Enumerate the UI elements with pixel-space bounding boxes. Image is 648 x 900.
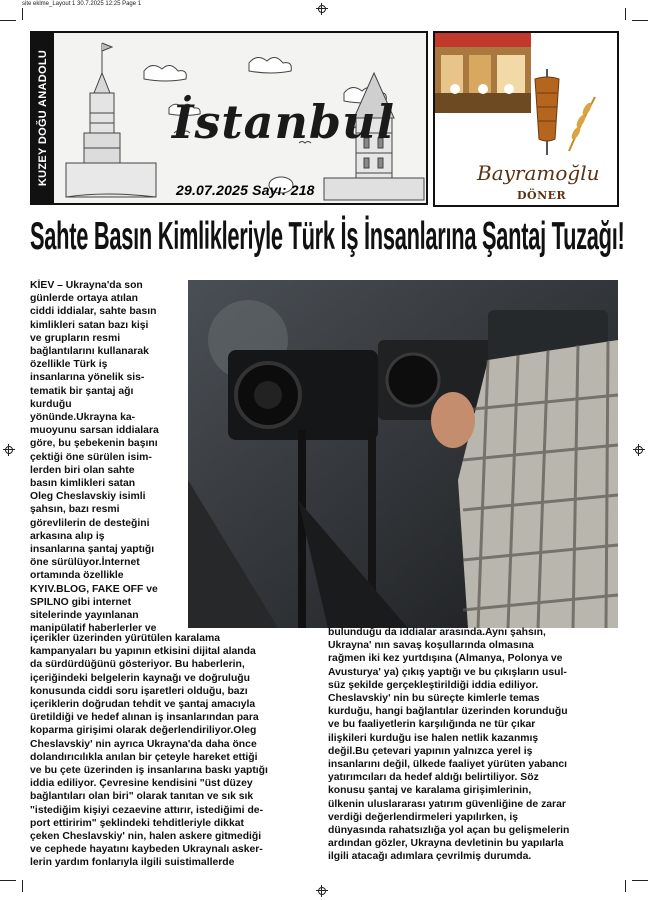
article-line: KİEV – Ukrayna'da son: [30, 280, 143, 291]
article-headline: Sahte Basın Kimlikleriyle Türk İş İnsanlarına Şantaj Tuzağı!: [30, 215, 625, 258]
article-line: ve bu çete üzerinden iş insanlarına baskı yaptığı: [30, 765, 268, 777]
article-line: verdiği değerlendirmeleri yapılırken, iş: [328, 811, 518, 823]
article-line: lerden biri olan sahte: [30, 464, 135, 476]
article-line: dünyasında rahatsızlığa yol açan bu gelişmelerin: [328, 825, 570, 837]
article-column-1: [30, 279, 188, 635]
registration-mark-bottom: [316, 885, 328, 897]
article-line: muoyunu sarsan iddialara: [30, 425, 159, 437]
article-line: öne sürülüyor.İnternet: [30, 557, 140, 569]
masthead-side-label: [32, 33, 54, 203]
article-line: ve bu faaliyetlerin karşılığında ne tür çıkar: [328, 719, 536, 731]
article-line: yatırımcıları da hedef aldığı belirtiliyor. Söz: [328, 772, 539, 784]
article-line: şahsın, bazı resmi: [30, 504, 120, 516]
article-line: özellikle Türk iş: [30, 359, 108, 371]
article-line: iddia ediliyor. Çevresine kendisini "üst düzey: [30, 778, 253, 790]
article-line: içerikler üzerinden yürütülen karalama: [30, 633, 220, 644]
article-line: port ettiririm" şeklindeki tehditleriyle dikkat: [30, 817, 244, 829]
article-line: Cheslavskiy' nin ayrıca Ukrayna'da daha önce: [30, 738, 257, 750]
doner-icon: [527, 69, 567, 155]
article-line: SPILNO gibi internet: [30, 596, 132, 608]
article-line: ortamında özellikle: [30, 570, 124, 582]
article-line: görevlilerin de desteğini: [30, 517, 150, 529]
article-line: koparma girişimi olarak değerlendiriliyor.Oleg: [30, 725, 257, 737]
crop-mark: [22, 8, 23, 20]
crop-mark: [625, 8, 626, 20]
article-line: insanlarına yönelik sis-: [30, 372, 145, 384]
article-line: ciddi iddialar, sahte basın: [30, 306, 157, 318]
article-line: Oleg Cheslavskiy isimli: [30, 491, 146, 503]
article-line: bağlantılarını kullanarak: [30, 346, 149, 358]
article-line: tematik bir şantaj ağı: [30, 385, 134, 397]
article-line: ilgili atacağı adımlara çevrilmiş durumda.: [328, 851, 532, 863]
advertisement-box: [433, 31, 619, 207]
masthead: [30, 31, 428, 205]
article-line: insanlarına şantaj yaptığı: [30, 544, 155, 556]
article-line: rağmen iki kez yurtdışına (Almanya, Polonya ve: [328, 653, 563, 665]
article-line: Cheslavskiy' nin bu süreçte kimlerle temas: [328, 693, 540, 705]
article-line: konusunda ciddi soru işaretleri olduğu, bazı: [30, 685, 248, 697]
article-line: içeriklerin doğrudan tehdit ve şantaj amacıyla: [30, 699, 256, 711]
article-line: ülkenin uluslararası yatırım güvenliğine de zarar: [328, 798, 566, 810]
article-line: üretildiği ve hedef alınan iş insanlarından para: [30, 712, 259, 724]
article-line: bağlantıları olan biri" olarak tanıtan ve sık sık: [30, 791, 254, 803]
article-line: Avusturya' ya) çıkış yaptığı ve bu çıkışların usul-: [328, 666, 567, 678]
article-line: ve cephede hayatını kaybeden Ukraynalı asker-: [30, 844, 263, 856]
ad-brand-name: Bayramoğlu: [477, 161, 600, 185]
article-line: lerin yardım fonlarıyla ilgili suistimallerde: [30, 857, 235, 869]
article-line: KYIV.BLOG, FAKE OFF ve: [30, 583, 158, 595]
article-line: içeriğindeki belgelerin kaynağı ve doğruluğu: [30, 672, 250, 684]
article-line: kurduğu: [30, 398, 72, 410]
ad-brand-subtitle: DÖNER: [517, 189, 567, 202]
article-line: günlerde ortaya atılan: [30, 293, 138, 305]
article-line: arkasına alıp iş: [30, 530, 105, 542]
wheat-icon: [565, 93, 599, 153]
crop-mark: [625, 880, 626, 892]
article-line: sitelerinde yayınlanan: [30, 610, 139, 622]
article-line: çektiği öne sürülen isim-: [30, 451, 152, 463]
article-line: insanlarını değil, ülkede faaliyet yürüten yabancı: [328, 759, 568, 771]
registration-mark-left: [3, 444, 15, 456]
article-column-2: [30, 632, 318, 870]
article-line: değil.Bu çetevari yapının yalnızca yerel iş: [328, 745, 533, 757]
article-line: kampanyaları bu yapının etkisini dijital alanda: [30, 646, 256, 658]
article-line: kimlikleri satan bazı kişi: [30, 319, 149, 331]
article-line: basın kimlikleri satan: [30, 478, 136, 490]
print-slug: site eklme_Layout 1 30.7.2025 12:25 Page 1: [22, 1, 142, 7]
article-column-3: [328, 626, 618, 864]
article-line: ilişkileri kurduğu ise halen netlik kazanmış: [328, 732, 539, 744]
article-line: kurduğu, hangi bağlantılar üzerinden korunduğu: [328, 706, 568, 718]
article-line: "istediğim kişiyi cezaevine attırır, istediğimi de-: [30, 804, 264, 816]
issue-date-line: 29.07.2025 Sayı: 218: [176, 182, 315, 198]
article-line: göre, bu şebekenin başını: [30, 438, 158, 450]
article-line: çeken Cheslavskiy' nin, halen askere gitmediği: [30, 831, 262, 843]
article-line: yönünde.Ukrayna ka-: [30, 412, 136, 424]
article-line: süz şekilde gerçekleştirildiği iddia ediliyor.: [328, 679, 539, 691]
crop-mark: [632, 880, 648, 881]
registration-mark-top: [316, 3, 328, 15]
article-line: manipülatif haberlerler ve: [30, 623, 157, 635]
article-line: da sürdürdüğünü gösteriyor. Bu haberlerin,: [30, 659, 245, 671]
article-line: Ukrayna' nın savaş koşullarında olmasına: [328, 640, 534, 652]
article-line: ardından gözler, Ukrayna devletinin bu yapılarla: [328, 838, 564, 850]
restaurant-photo: [435, 33, 531, 113]
masthead-brand: İstanbul: [172, 95, 395, 149]
article-line: dolandırıcılıkla anılan bir çeteyle hareket ettiği: [30, 751, 258, 763]
crop-mark: [0, 20, 16, 21]
crop-mark: [632, 20, 648, 21]
article-line: konusu şantaj ve karalama girişimlerinin,: [328, 785, 532, 797]
side-label-text: KUZEY DOĞU ANADOLU: [37, 49, 49, 187]
registration-mark-right: [633, 444, 645, 456]
article-photo-press-cameras: [188, 280, 618, 628]
article-line: bulunduğu da iddialar arasında.Aynı şahsın,: [328, 627, 546, 638]
crop-mark: [0, 880, 16, 881]
crop-mark: [22, 880, 23, 892]
article-line: ve grupların resmi: [30, 332, 121, 344]
